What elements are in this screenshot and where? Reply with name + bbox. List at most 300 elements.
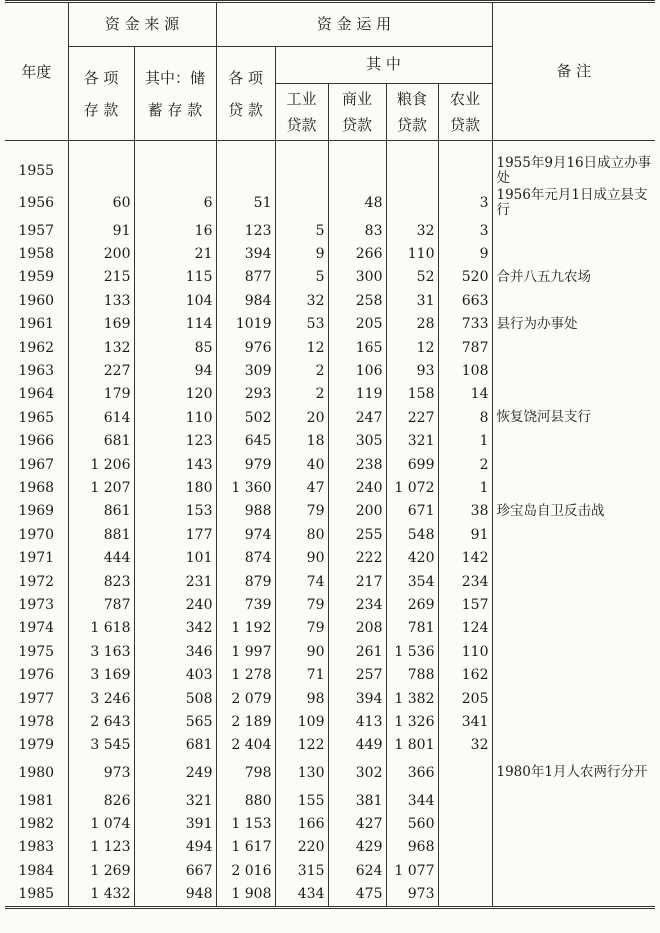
deposits-cell: 91 bbox=[68, 219, 134, 242]
deposits-cell: 787 bbox=[68, 593, 134, 616]
remark-cell: 1956年元月1日成立县支行 bbox=[492, 187, 655, 219]
agricultural-cell: 162 bbox=[438, 663, 492, 686]
savings-cell: 177 bbox=[134, 523, 216, 546]
header-deposits: 各 项 存 款 bbox=[68, 47, 134, 141]
commercial-cell: 429 bbox=[328, 836, 386, 859]
savings-cell: 110 bbox=[134, 406, 216, 429]
table-row bbox=[5, 289, 655, 312]
table-row bbox=[5, 187, 655, 219]
remark-cell bbox=[492, 734, 655, 757]
table-row bbox=[5, 836, 655, 859]
savings-cell: 85 bbox=[134, 336, 216, 359]
grain-cell: 1 801 bbox=[386, 734, 438, 757]
table-row bbox=[5, 313, 655, 336]
savings-cell: 342 bbox=[134, 617, 216, 640]
industrial-cell: 109 bbox=[275, 710, 328, 733]
agricultural-cell: 124 bbox=[438, 617, 492, 640]
savings-cell: 391 bbox=[134, 812, 216, 835]
year-cell: 1955 bbox=[18, 163, 55, 179]
deposits-cell: 179 bbox=[68, 383, 134, 406]
year-cell: 1980 bbox=[18, 764, 55, 781]
deposits-cell: 200 bbox=[68, 242, 134, 265]
agricultural-cell: 3 bbox=[438, 219, 492, 242]
loans-cell: 974 bbox=[216, 523, 275, 546]
grain-cell: 1 077 bbox=[386, 859, 438, 882]
industrial-cell bbox=[275, 187, 328, 219]
deposits-cell: 444 bbox=[68, 546, 134, 569]
year-cell: 1957 bbox=[18, 222, 55, 239]
year-cell: 1964 bbox=[18, 386, 55, 403]
header-funding-use: 资 金 运 用 bbox=[216, 2, 492, 47]
remark-cell: 珍宝岛自卫反击战 bbox=[492, 500, 655, 523]
commercial-cell: 305 bbox=[328, 430, 386, 453]
year-cell: 1978 bbox=[18, 713, 55, 730]
industrial-cell: 80 bbox=[275, 523, 328, 546]
commercial-cell: 381 bbox=[328, 789, 386, 812]
table-row bbox=[5, 359, 655, 382]
agricultural-cell bbox=[438, 836, 492, 859]
header-funding-source: 资 金 来 源 bbox=[68, 2, 216, 47]
year-cell: 1966 bbox=[18, 433, 55, 450]
loans-cell: 2 079 bbox=[216, 687, 275, 710]
year-cell: 1971 bbox=[18, 550, 55, 567]
deposits-cell: 1 074 bbox=[68, 812, 134, 835]
savings-cell: 123 bbox=[134, 430, 216, 453]
loans-cell: 976 bbox=[216, 336, 275, 359]
year-cell: 1973 bbox=[18, 596, 55, 613]
agricultural-cell: 32 bbox=[438, 734, 492, 757]
loans-cell: 1 153 bbox=[216, 812, 275, 835]
industrial-cell bbox=[275, 155, 328, 187]
remark-cell bbox=[492, 289, 655, 312]
commercial-cell: 266 bbox=[328, 242, 386, 265]
savings-cell: 153 bbox=[134, 500, 216, 523]
header-loans: 各 项 贷 款 bbox=[216, 47, 275, 141]
remark-cell bbox=[492, 242, 655, 265]
agricultural-cell: 157 bbox=[438, 593, 492, 616]
table-row bbox=[5, 710, 655, 733]
loans-cell: 979 bbox=[216, 453, 275, 476]
grain-cell: 321 bbox=[386, 430, 438, 453]
savings-cell: 667 bbox=[134, 859, 216, 882]
deposits-cell: 3 545 bbox=[68, 734, 134, 757]
industrial-cell: 71 bbox=[275, 663, 328, 686]
commercial-cell: 83 bbox=[328, 219, 386, 242]
remark-cell bbox=[492, 710, 655, 733]
savings-cell: 104 bbox=[134, 289, 216, 312]
industrial-cell: 40 bbox=[275, 453, 328, 476]
savings-cell: 143 bbox=[134, 453, 216, 476]
agricultural-cell: 2 bbox=[438, 453, 492, 476]
funds-table bbox=[5, 0, 655, 909]
grain-cell: 366 bbox=[386, 757, 438, 789]
savings-cell: 120 bbox=[134, 383, 216, 406]
agricultural-cell bbox=[438, 859, 492, 882]
remark-cell bbox=[492, 359, 655, 382]
grain-cell: 31 bbox=[386, 289, 438, 312]
deposits-cell: 169 bbox=[68, 313, 134, 336]
year-cell: 1959 bbox=[18, 269, 55, 286]
savings-cell: 494 bbox=[134, 836, 216, 859]
savings-cell: 565 bbox=[134, 710, 216, 733]
year-cell: 1974 bbox=[18, 620, 55, 637]
remark-cell bbox=[492, 570, 655, 593]
remark-cell bbox=[492, 546, 655, 569]
commercial-cell: 234 bbox=[328, 593, 386, 616]
grain-cell: 1 536 bbox=[386, 640, 438, 663]
loans-cell: 1 908 bbox=[216, 883, 275, 908]
table-row bbox=[5, 640, 655, 663]
grain-cell bbox=[386, 187, 438, 219]
loans-cell: 502 bbox=[216, 406, 275, 429]
loans-cell: 1 997 bbox=[216, 640, 275, 663]
remark-cell bbox=[492, 789, 655, 812]
loans-cell: 984 bbox=[216, 289, 275, 312]
commercial-cell: 240 bbox=[328, 476, 386, 499]
industrial-cell: 166 bbox=[275, 812, 328, 835]
header-industrial: 工业 贷款 bbox=[275, 84, 328, 141]
header-agricultural: 农业 贷款 bbox=[438, 84, 492, 141]
agricultural-cell: 733 bbox=[438, 313, 492, 336]
savings-cell bbox=[134, 155, 216, 187]
commercial-cell bbox=[328, 155, 386, 187]
agricultural-cell: 520 bbox=[438, 266, 492, 289]
loans-cell: 880 bbox=[216, 789, 275, 812]
deposits-cell: 826 bbox=[68, 789, 134, 812]
commercial-cell: 449 bbox=[328, 734, 386, 757]
deposits-cell: 3 169 bbox=[68, 663, 134, 686]
agricultural-cell: 91 bbox=[438, 523, 492, 546]
savings-cell: 180 bbox=[134, 476, 216, 499]
loans-cell: 1 617 bbox=[216, 836, 275, 859]
agricultural-cell: 3 bbox=[438, 187, 492, 219]
header-of-which: 其 中 bbox=[275, 47, 492, 84]
deposits-cell: 3 163 bbox=[68, 640, 134, 663]
loans-cell: 798 bbox=[216, 757, 275, 789]
remark-cell: 1980年1月人农两行分开 bbox=[492, 757, 655, 789]
agricultural-cell: 663 bbox=[438, 289, 492, 312]
grain-cell: 973 bbox=[386, 883, 438, 908]
grain-cell: 110 bbox=[386, 242, 438, 265]
deposits-cell: 1 269 bbox=[68, 859, 134, 882]
remark-cell bbox=[492, 859, 655, 882]
table-row bbox=[5, 734, 655, 757]
table-row bbox=[5, 500, 655, 523]
industrial-cell: 53 bbox=[275, 313, 328, 336]
loans-cell: 1 278 bbox=[216, 663, 275, 686]
loans-cell: 1 360 bbox=[216, 476, 275, 499]
grain-cell: 1 072 bbox=[386, 476, 438, 499]
agricultural-cell bbox=[438, 883, 492, 908]
industrial-cell: 434 bbox=[275, 883, 328, 908]
industrial-cell: 79 bbox=[275, 617, 328, 640]
remark-cell bbox=[492, 663, 655, 686]
remark-cell bbox=[492, 219, 655, 242]
grain-cell: 158 bbox=[386, 383, 438, 406]
year-cell: 1967 bbox=[18, 456, 55, 473]
grain-cell: 93 bbox=[386, 359, 438, 382]
year-cell: 1976 bbox=[18, 667, 55, 684]
year-cell: 1977 bbox=[18, 690, 55, 707]
agricultural-cell bbox=[438, 155, 492, 187]
year-cell: 1958 bbox=[18, 246, 55, 263]
loans-cell bbox=[216, 155, 275, 187]
agricultural-cell bbox=[438, 789, 492, 812]
table-row bbox=[5, 859, 655, 882]
deposits-cell: 1 432 bbox=[68, 883, 134, 908]
savings-cell: 240 bbox=[134, 593, 216, 616]
year-cell: 1960 bbox=[18, 292, 55, 309]
industrial-cell: 18 bbox=[275, 430, 328, 453]
deposits-cell: 861 bbox=[68, 500, 134, 523]
industrial-cell: 90 bbox=[275, 546, 328, 569]
year-cell: 1985 bbox=[5, 883, 68, 908]
grain-cell: 788 bbox=[386, 663, 438, 686]
loans-cell: 877 bbox=[216, 266, 275, 289]
savings-cell: 508 bbox=[134, 687, 216, 710]
header-savings: 其中：储 蓄 存 款 bbox=[134, 47, 216, 141]
year-cell: 1982 bbox=[18, 816, 55, 833]
commercial-cell: 257 bbox=[328, 663, 386, 686]
table-row bbox=[5, 812, 655, 835]
table-row bbox=[5, 430, 655, 453]
loans-cell: 2 189 bbox=[216, 710, 275, 733]
loans-cell: 293 bbox=[216, 383, 275, 406]
agricultural-cell: 8 bbox=[438, 406, 492, 429]
header-commercial: 商业 贷款 bbox=[328, 84, 386, 141]
deposits-cell: 133 bbox=[68, 289, 134, 312]
agricultural-cell: 1 bbox=[438, 430, 492, 453]
loans-cell: 309 bbox=[216, 359, 275, 382]
loans-cell: 879 bbox=[216, 570, 275, 593]
savings-cell: 681 bbox=[134, 734, 216, 757]
table-row bbox=[5, 406, 655, 429]
remark-cell bbox=[492, 687, 655, 710]
agricultural-cell bbox=[438, 812, 492, 835]
savings-cell: 948 bbox=[134, 883, 216, 908]
grain-cell bbox=[386, 155, 438, 187]
commercial-cell: 302 bbox=[328, 757, 386, 789]
table-row bbox=[5, 219, 655, 242]
savings-cell: 94 bbox=[134, 359, 216, 382]
industrial-cell: 79 bbox=[275, 500, 328, 523]
agricultural-cell: 110 bbox=[438, 640, 492, 663]
industrial-cell: 12 bbox=[275, 336, 328, 359]
agricultural-cell: 108 bbox=[438, 359, 492, 382]
deposits-cell: 681 bbox=[68, 430, 134, 453]
remark-cell: 县行为办事处 bbox=[492, 313, 655, 336]
loans-cell: 874 bbox=[216, 546, 275, 569]
agricultural-cell: 38 bbox=[438, 500, 492, 523]
remark-cell: 合并八五九农场 bbox=[492, 266, 655, 289]
agricultural-cell: 234 bbox=[438, 570, 492, 593]
commercial-cell: 427 bbox=[328, 812, 386, 835]
table-row bbox=[5, 476, 655, 499]
year-cell: 1962 bbox=[18, 339, 55, 356]
agricultural-cell: 205 bbox=[438, 687, 492, 710]
deposits-cell: 614 bbox=[68, 406, 134, 429]
year-cell: 1961 bbox=[18, 316, 55, 333]
remark-cell bbox=[492, 617, 655, 640]
deposits-cell: 60 bbox=[68, 187, 134, 219]
loans-cell: 2 016 bbox=[216, 859, 275, 882]
grain-cell: 699 bbox=[386, 453, 438, 476]
savings-cell: 249 bbox=[134, 757, 216, 789]
industrial-cell: 9 bbox=[275, 242, 328, 265]
loans-cell: 2 404 bbox=[216, 734, 275, 757]
industrial-cell: 220 bbox=[275, 836, 328, 859]
loans-cell: 123 bbox=[216, 219, 275, 242]
deposits-cell: 2 643 bbox=[68, 710, 134, 733]
commercial-cell: 624 bbox=[328, 859, 386, 882]
loans-cell: 988 bbox=[216, 500, 275, 523]
remark-cell: 1955年9月16日成立办事处 bbox=[492, 155, 655, 187]
year-cell: 1956 bbox=[18, 195, 55, 211]
header-year: 年度 bbox=[5, 2, 68, 141]
table-row bbox=[5, 883, 655, 908]
commercial-cell: 247 bbox=[328, 406, 386, 429]
commercial-cell: 48 bbox=[328, 187, 386, 219]
grain-cell: 560 bbox=[386, 812, 438, 835]
industrial-cell: 155 bbox=[275, 789, 328, 812]
grain-cell: 548 bbox=[386, 523, 438, 546]
deposits-cell: 1 618 bbox=[68, 617, 134, 640]
table-row bbox=[5, 155, 655, 187]
grain-cell: 1 382 bbox=[386, 687, 438, 710]
grain-cell: 671 bbox=[386, 500, 438, 523]
deposits-cell: 1 206 bbox=[68, 453, 134, 476]
agricultural-cell: 1 bbox=[438, 476, 492, 499]
loans-cell: 394 bbox=[216, 242, 275, 265]
table-row bbox=[5, 266, 655, 289]
grain-cell: 28 bbox=[386, 313, 438, 336]
table-row bbox=[5, 789, 655, 812]
deposits-cell: 215 bbox=[68, 266, 134, 289]
industrial-cell: 74 bbox=[275, 570, 328, 593]
year-cell: 1972 bbox=[18, 573, 55, 590]
remark-cell bbox=[492, 453, 655, 476]
grain-cell: 420 bbox=[386, 546, 438, 569]
deposits-cell: 823 bbox=[68, 570, 134, 593]
table-row bbox=[5, 546, 655, 569]
table-row bbox=[5, 757, 655, 789]
grain-cell: 781 bbox=[386, 617, 438, 640]
savings-cell: 231 bbox=[134, 570, 216, 593]
deposits-cell bbox=[68, 155, 134, 187]
header-grain: 粮食 贷款 bbox=[386, 84, 438, 141]
commercial-cell: 208 bbox=[328, 617, 386, 640]
industrial-cell: 90 bbox=[275, 640, 328, 663]
loans-cell: 739 bbox=[216, 593, 275, 616]
commercial-cell: 119 bbox=[328, 383, 386, 406]
industrial-cell: 5 bbox=[275, 266, 328, 289]
industrial-cell: 130 bbox=[275, 757, 328, 789]
industrial-cell: 79 bbox=[275, 593, 328, 616]
grain-cell: 354 bbox=[386, 570, 438, 593]
remark-cell: 恢复饶河县支行 bbox=[492, 406, 655, 429]
industrial-cell: 2 bbox=[275, 383, 328, 406]
remark-cell bbox=[492, 640, 655, 663]
year-cell: 1975 bbox=[18, 643, 55, 660]
year-cell: 1968 bbox=[18, 479, 55, 496]
remark-cell bbox=[492, 836, 655, 859]
table-row bbox=[5, 663, 655, 686]
loans-cell: 51 bbox=[216, 187, 275, 219]
industrial-cell: 98 bbox=[275, 687, 328, 710]
grain-cell: 269 bbox=[386, 593, 438, 616]
commercial-cell: 106 bbox=[328, 359, 386, 382]
commercial-cell: 200 bbox=[328, 500, 386, 523]
table-row bbox=[5, 336, 655, 359]
commercial-cell: 261 bbox=[328, 640, 386, 663]
savings-cell: 115 bbox=[134, 266, 216, 289]
commercial-cell: 238 bbox=[328, 453, 386, 476]
industrial-cell: 315 bbox=[275, 859, 328, 882]
table-row bbox=[5, 593, 655, 616]
table-row bbox=[5, 242, 655, 265]
commercial-cell: 222 bbox=[328, 546, 386, 569]
savings-cell: 6 bbox=[134, 187, 216, 219]
year-cell: 1969 bbox=[18, 503, 55, 520]
industrial-cell: 20 bbox=[275, 406, 328, 429]
commercial-cell: 217 bbox=[328, 570, 386, 593]
commercial-cell: 258 bbox=[328, 289, 386, 312]
loans-cell: 1 192 bbox=[216, 617, 275, 640]
agricultural-cell: 341 bbox=[438, 710, 492, 733]
commercial-cell: 300 bbox=[328, 266, 386, 289]
deposits-cell: 132 bbox=[68, 336, 134, 359]
year-cell: 1983 bbox=[18, 839, 55, 856]
agricultural-cell: 14 bbox=[438, 383, 492, 406]
grain-cell: 227 bbox=[386, 406, 438, 429]
grain-cell: 32 bbox=[386, 219, 438, 242]
deposits-cell: 973 bbox=[68, 757, 134, 789]
table-row bbox=[5, 523, 655, 546]
year-cell: 1970 bbox=[18, 526, 55, 543]
deposits-cell: 1 207 bbox=[68, 476, 134, 499]
remark-cell bbox=[492, 883, 655, 908]
remark-cell bbox=[492, 593, 655, 616]
commercial-cell: 205 bbox=[328, 313, 386, 336]
table-row bbox=[5, 453, 655, 476]
commercial-cell: 475 bbox=[328, 883, 386, 908]
table-row bbox=[5, 617, 655, 640]
agricultural-cell bbox=[438, 757, 492, 789]
grain-cell: 968 bbox=[386, 836, 438, 859]
industrial-cell: 32 bbox=[275, 289, 328, 312]
savings-cell: 403 bbox=[134, 663, 216, 686]
year-cell: 1984 bbox=[18, 862, 55, 879]
year-cell: 1979 bbox=[18, 737, 55, 754]
deposits-cell: 1 123 bbox=[68, 836, 134, 859]
remark-cell bbox=[492, 476, 655, 499]
industrial-cell: 5 bbox=[275, 219, 328, 242]
grain-cell: 52 bbox=[386, 266, 438, 289]
agricultural-cell: 9 bbox=[438, 242, 492, 265]
remark-cell bbox=[492, 812, 655, 835]
deposits-cell: 227 bbox=[68, 359, 134, 382]
deposits-cell: 881 bbox=[68, 523, 134, 546]
industrial-cell: 2 bbox=[275, 359, 328, 382]
year-cell: 1965 bbox=[18, 409, 55, 426]
savings-cell: 21 bbox=[134, 242, 216, 265]
grain-cell: 1 326 bbox=[386, 710, 438, 733]
remark-cell bbox=[492, 336, 655, 359]
industrial-cell: 47 bbox=[275, 476, 328, 499]
year-cell: 1963 bbox=[18, 363, 55, 380]
grain-cell: 344 bbox=[386, 789, 438, 812]
remark-cell bbox=[492, 430, 655, 453]
